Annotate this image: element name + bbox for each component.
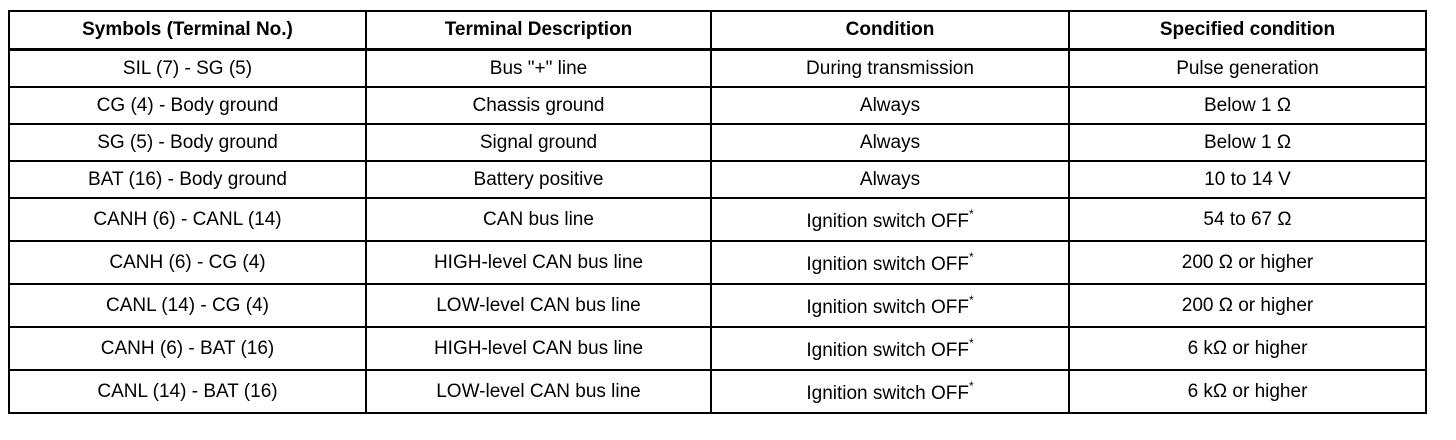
cell-symbols: SG (5) - Body ground xyxy=(9,124,366,161)
cell-specified-condition: Below 1 Ω xyxy=(1069,124,1426,161)
condition-text-wrap xyxy=(860,95,920,116)
header-symbols: Symbols (Terminal No.) xyxy=(9,11,366,50)
cell-symbols: BAT (16) - Body ground xyxy=(9,161,366,198)
footnote-mark: * xyxy=(968,292,974,307)
header-specified-condition: Specified condition xyxy=(1069,11,1426,50)
cell-symbols: SIL (7) - SG (5) xyxy=(9,50,366,88)
condition-text-wrap xyxy=(860,169,920,190)
cell-terminal-description: LOW-level CAN bus line xyxy=(366,370,711,413)
cell-condition xyxy=(711,87,1069,124)
condition-text: Ignition switch OFF xyxy=(806,210,969,232)
cell-specified-condition: 200 Ω or higher xyxy=(1069,241,1426,284)
condition-text-wrap xyxy=(806,335,974,361)
cell-symbols: CANL (14) - BAT (16) xyxy=(9,370,366,413)
table-body xyxy=(9,50,1426,414)
condition-text-wrap xyxy=(806,58,974,79)
condition-text-wrap xyxy=(806,378,974,404)
cell-condition xyxy=(711,198,1069,241)
condition-text: Ignition switch OFF xyxy=(806,253,969,275)
cell-specified-condition: 10 to 14 V xyxy=(1069,161,1426,198)
cell-terminal-description: Battery positive xyxy=(366,161,711,198)
cell-terminal-description: Chassis ground xyxy=(366,87,711,124)
table-row xyxy=(9,87,1426,124)
condition-text: Ignition switch OFF xyxy=(806,339,969,361)
cell-specified-condition: 6 kΩ or higher xyxy=(1069,327,1426,370)
cell-specified-condition: 54 to 67 Ω xyxy=(1069,198,1426,241)
table-row xyxy=(9,161,1426,198)
cell-condition xyxy=(711,161,1069,198)
condition-text: Always xyxy=(859,131,921,153)
cell-condition xyxy=(711,50,1069,88)
condition-text: Ignition switch OFF xyxy=(806,382,969,404)
cell-specified-condition: 200 Ω or higher xyxy=(1069,284,1426,327)
table-row xyxy=(9,50,1426,88)
condition-text: During transmission xyxy=(806,57,974,79)
condition-text: Always xyxy=(859,94,921,116)
footnote-mark: * xyxy=(968,335,974,350)
terminal-spec-table xyxy=(8,10,1427,414)
cell-terminal-description: HIGH-level CAN bus line xyxy=(366,241,711,284)
cell-terminal-description: HIGH-level CAN bus line xyxy=(366,327,711,370)
condition-text-wrap xyxy=(806,292,974,318)
table-row xyxy=(9,198,1426,241)
header-terminal-description: Terminal Description xyxy=(366,11,711,50)
table-row xyxy=(9,284,1426,327)
cell-terminal-description: CAN bus line xyxy=(366,198,711,241)
cell-terminal-description: Bus "+" line xyxy=(366,50,711,88)
header-row xyxy=(9,11,1426,50)
cell-symbols: CANH (6) - CG (4) xyxy=(9,241,366,284)
cell-terminal-description: LOW-level CAN bus line xyxy=(366,284,711,327)
table-header xyxy=(9,11,1426,50)
cell-condition xyxy=(711,370,1069,413)
condition-text: Always xyxy=(859,168,921,190)
condition-text: Ignition switch OFF xyxy=(806,296,969,318)
footnote-mark: * xyxy=(968,378,974,393)
condition-text-wrap xyxy=(806,206,974,232)
footnote-mark: * xyxy=(968,206,974,221)
table-row xyxy=(9,241,1426,284)
cell-symbols: CG (4) - Body ground xyxy=(9,87,366,124)
condition-text-wrap xyxy=(806,249,974,275)
cell-symbols: CANH (6) - BAT (16) xyxy=(9,327,366,370)
cell-symbols: CANH (6) - CANL (14) xyxy=(9,198,366,241)
cell-condition xyxy=(711,241,1069,284)
header-condition: Condition xyxy=(711,11,1069,50)
cell-terminal-description: Signal ground xyxy=(366,124,711,161)
cell-condition xyxy=(711,124,1069,161)
table-row xyxy=(9,370,1426,413)
cell-condition xyxy=(711,327,1069,370)
footnote-mark: * xyxy=(968,249,974,264)
cell-specified-condition: Below 1 Ω xyxy=(1069,87,1426,124)
cell-symbols: CANL (14) - CG (4) xyxy=(9,284,366,327)
cell-specified-condition: Pulse generation xyxy=(1069,50,1426,88)
cell-condition xyxy=(711,284,1069,327)
cell-specified-condition: 6 kΩ or higher xyxy=(1069,370,1426,413)
table-row xyxy=(9,124,1426,161)
table-row xyxy=(9,327,1426,370)
condition-text-wrap xyxy=(860,132,920,153)
